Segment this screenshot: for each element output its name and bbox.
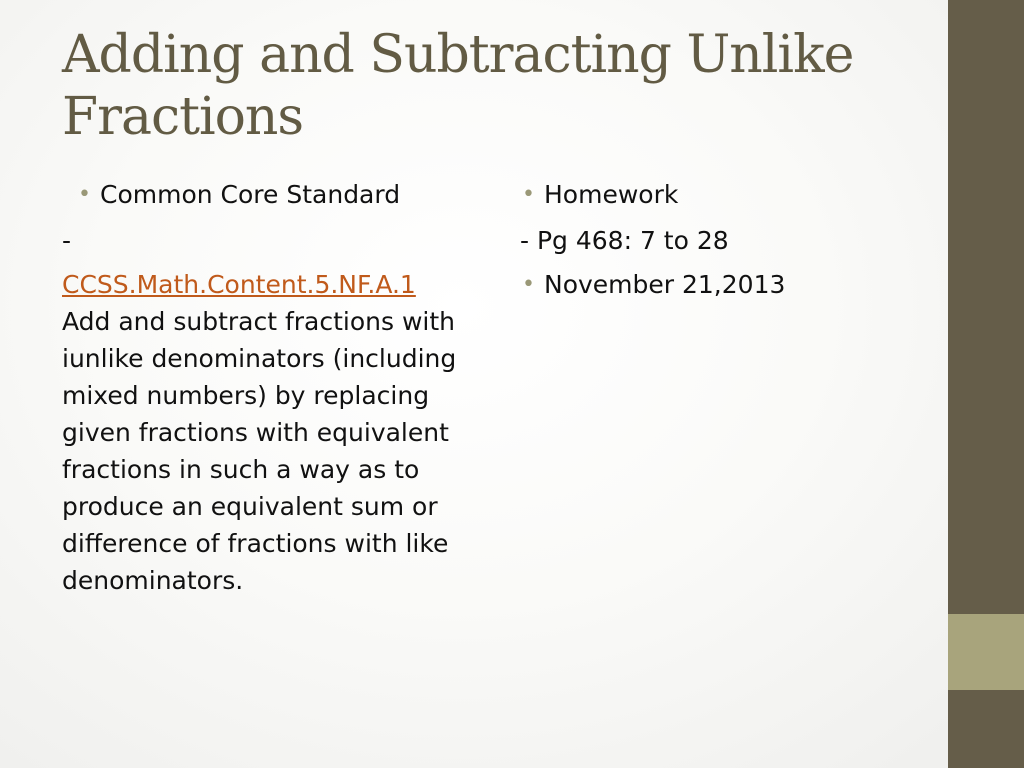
side-bar-accent	[948, 614, 1024, 690]
bullet-icon: •	[78, 182, 91, 207]
bullet-label: Common Core Standard	[100, 180, 401, 209]
right-column	[520, 176, 940, 312]
dash-line: -	[62, 226, 72, 255]
standard-description-block	[62, 266, 457, 599]
bullet-label: November 21,2013	[544, 270, 786, 299]
left-column	[62, 176, 457, 599]
homework-pages: - Pg 468: 7 to 28	[520, 226, 729, 255]
slide-title: Adding and Subtracting Unlike Fractions	[62, 25, 854, 147]
bullet-item-homework	[520, 176, 940, 213]
standard-link[interactable]: CCSS.Math.Content.5.NF.A.1	[62, 270, 416, 299]
bullet-icon: •	[522, 272, 535, 297]
bullet-label: Homework	[544, 180, 679, 209]
bullet-icon: •	[522, 182, 535, 207]
bullet-item-date	[520, 266, 940, 303]
bullet-item-common-core	[76, 176, 471, 213]
standard-description: Add and subtract fractions with iunlike denominators (including mixed numbers) by replacing given fractions with equivalent fractions in such a way as to produce an equivalent sum or difference of fractions with like denominators.	[62, 307, 457, 595]
